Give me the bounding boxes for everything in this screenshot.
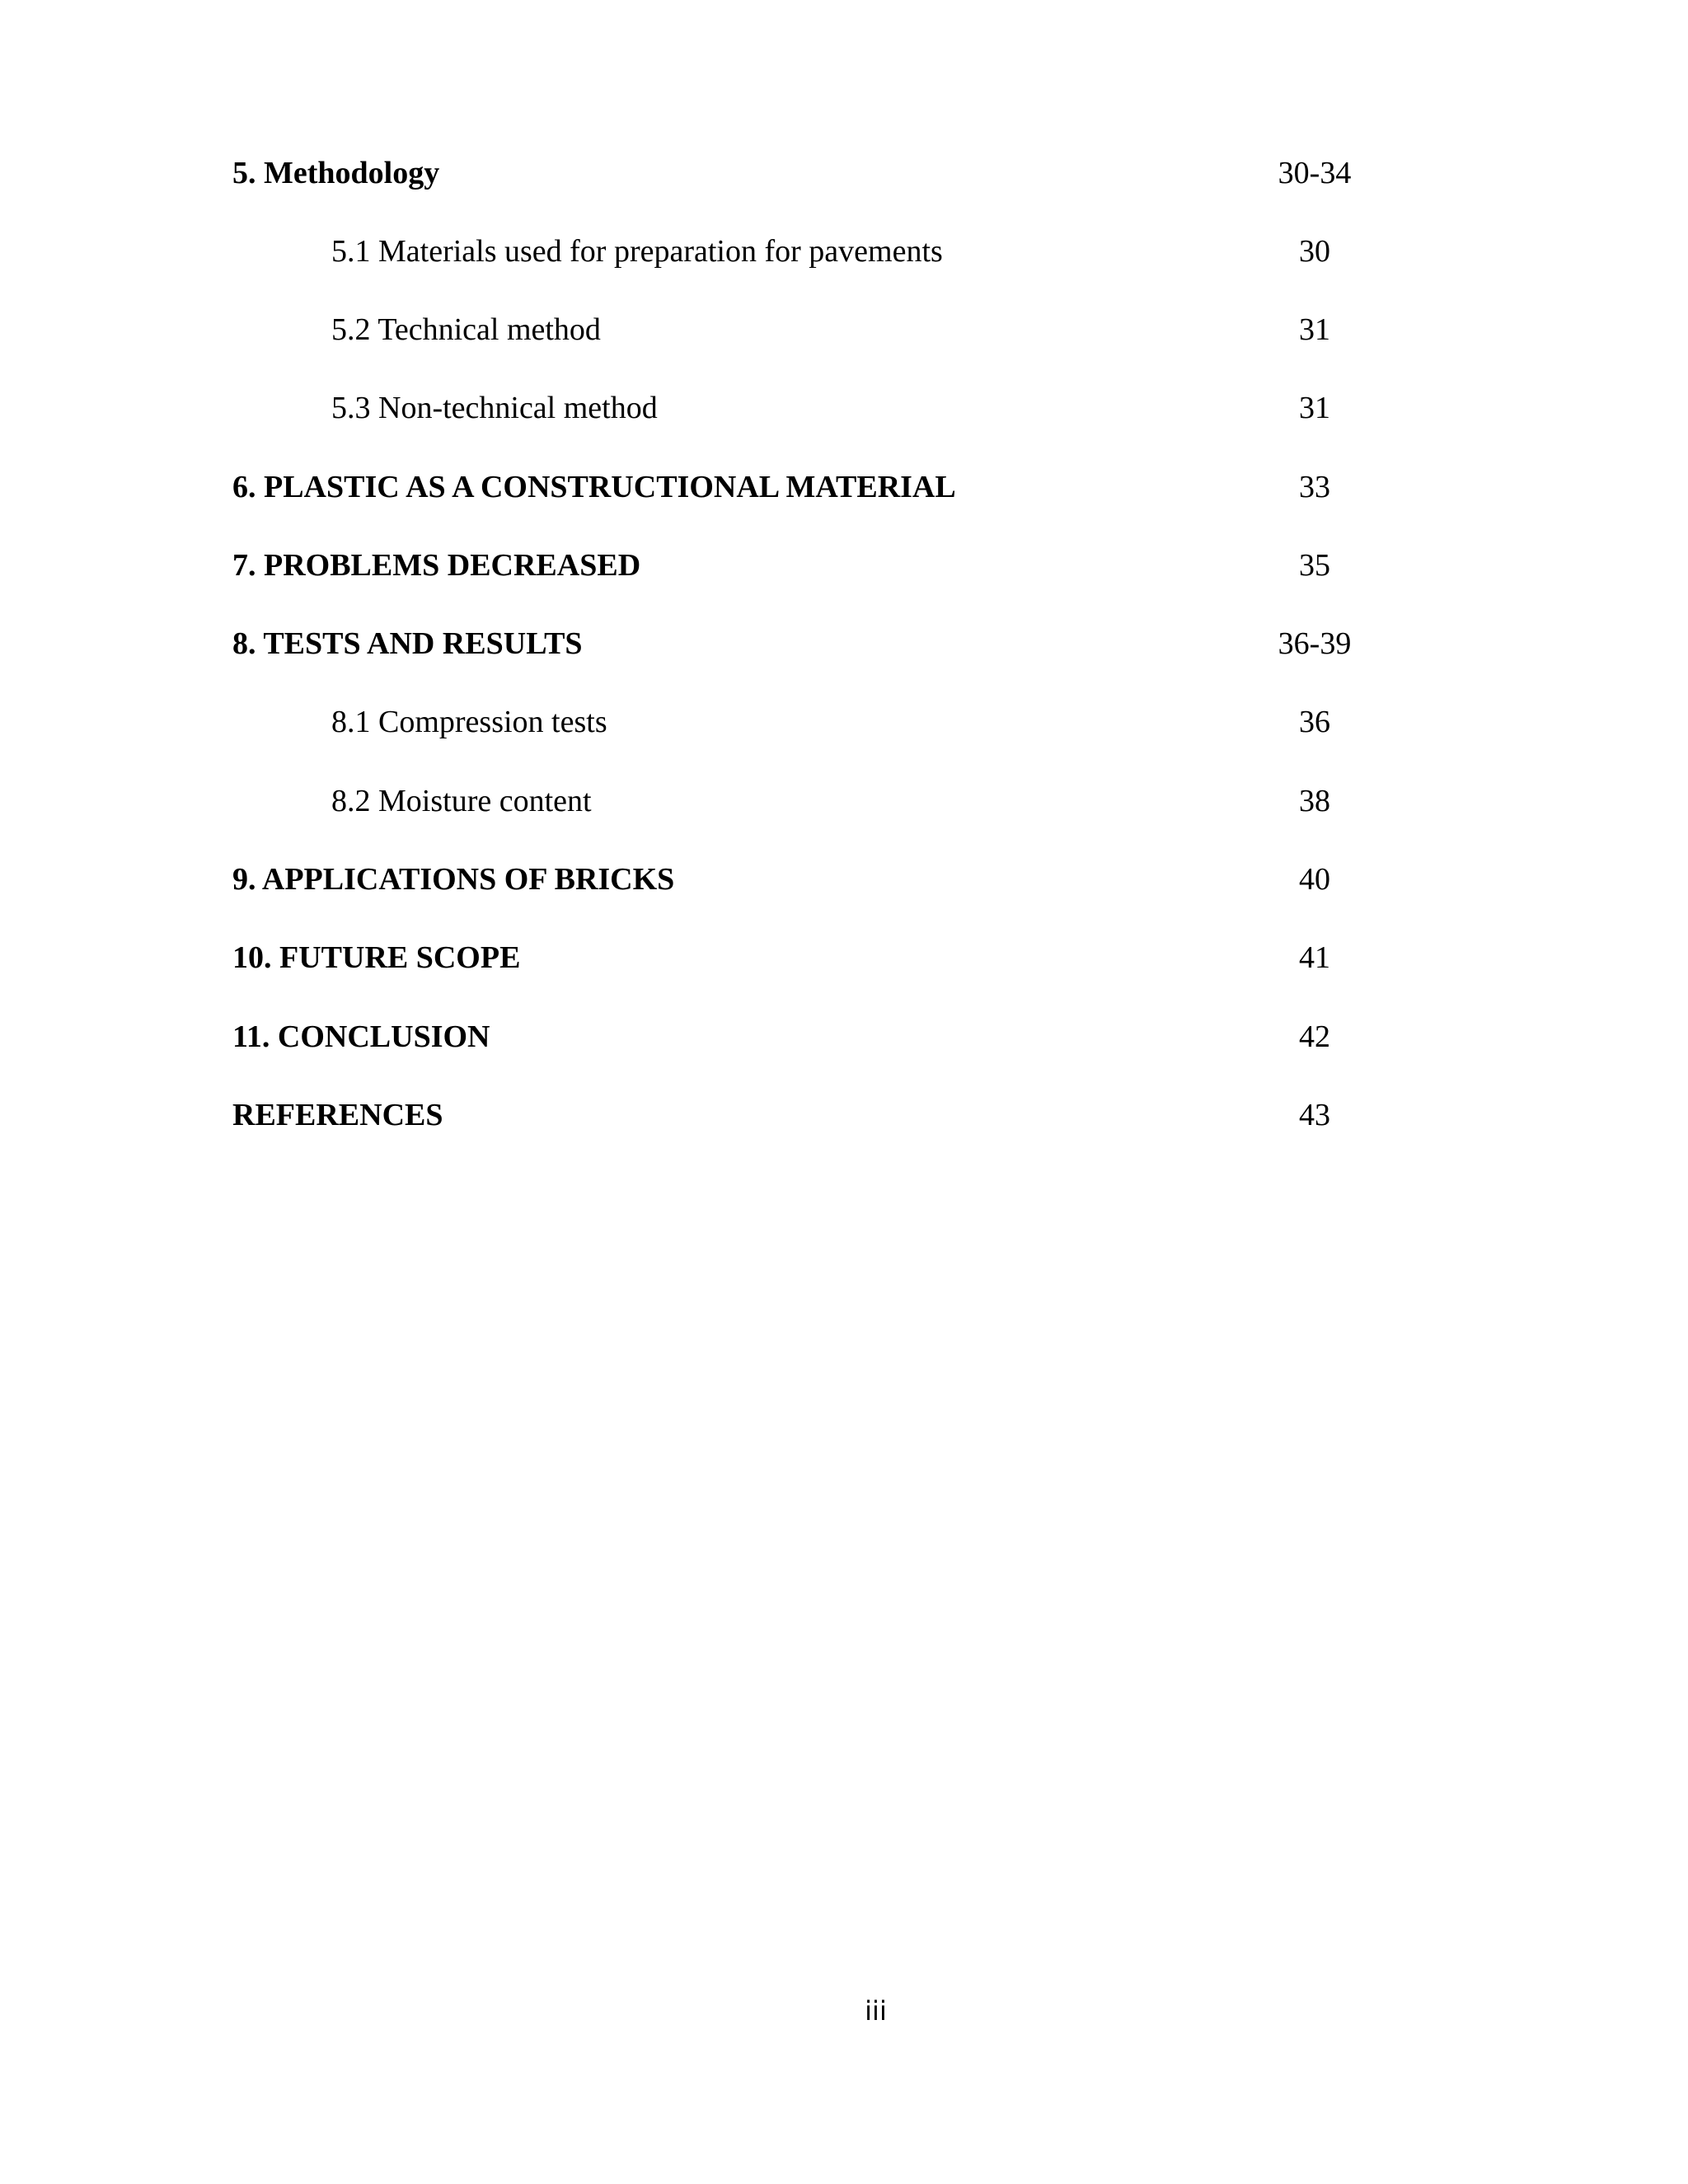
toc-entry-problems-decreased [0, 541, 1688, 590]
toc-entry-page: 33 [1299, 470, 1330, 504]
toc-entry-page: 43 [1299, 1098, 1330, 1132]
toc-entry-title: 7. PROBLEMS DECREASED [232, 548, 641, 583]
toc-entry-methodology [0, 148, 1688, 198]
toc-entry-page: 36 [1299, 705, 1330, 739]
toc-entry-page: 35 [1299, 548, 1330, 583]
toc-entry-page: 30 [1299, 234, 1330, 269]
toc-entry-title: 5.2 Technical method [331, 312, 601, 347]
toc-entry-page: 38 [1299, 784, 1330, 818]
toc-entry-applications [0, 855, 1688, 904]
toc-entry-page: 31 [1299, 312, 1330, 347]
toc-entry-moisture-content [0, 776, 1688, 826]
page-number: iii [865, 1995, 887, 2027]
toc-entry-compression-tests [0, 697, 1688, 747]
toc-entry-title: 8.1 Compression tests [331, 705, 607, 739]
toc-entry-title: 6. PLASTIC AS A CONSTRUCTIONAL MATERIAL [232, 470, 956, 504]
toc-entry-conclusion [0, 1012, 1688, 1062]
toc-entry-title: 11. CONCLUSION [232, 1019, 490, 1054]
toc-entry-plastic-material [0, 462, 1688, 512]
toc-entry-technical-method [0, 305, 1688, 354]
toc-entry-page: 36-39 [1278, 626, 1352, 661]
toc-entry-title: 8. TESTS AND RESULTS [232, 626, 583, 661]
toc-entry-materials [0, 227, 1688, 276]
toc-entry-references [0, 1090, 1688, 1140]
toc-entry-title: 10. FUTURE SCOPE [232, 940, 521, 975]
toc-entry-non-technical-method [0, 383, 1688, 433]
toc-entry-tests-results [0, 619, 1688, 668]
toc-entry-title: 5.1 Materials used for preparation for pavements [331, 234, 943, 269]
toc-entry-title: REFERENCES [232, 1098, 443, 1132]
toc-entry-page: 30-34 [1278, 156, 1352, 190]
toc-entry-page: 31 [1299, 391, 1330, 425]
toc-entry-future-scope [0, 933, 1688, 982]
toc-entry-title: 5.3 Non-technical method [331, 391, 658, 425]
toc-entry-page: 40 [1299, 862, 1330, 897]
toc-entry-page: 42 [1299, 1019, 1330, 1054]
toc-entry-title: 8.2 Moisture content [331, 784, 592, 818]
toc-entry-title: 5. Methodology [232, 156, 440, 190]
toc-entry-title: 9. APPLICATIONS OF BRICKS [232, 862, 675, 897]
toc-entry-page: 41 [1299, 940, 1330, 975]
